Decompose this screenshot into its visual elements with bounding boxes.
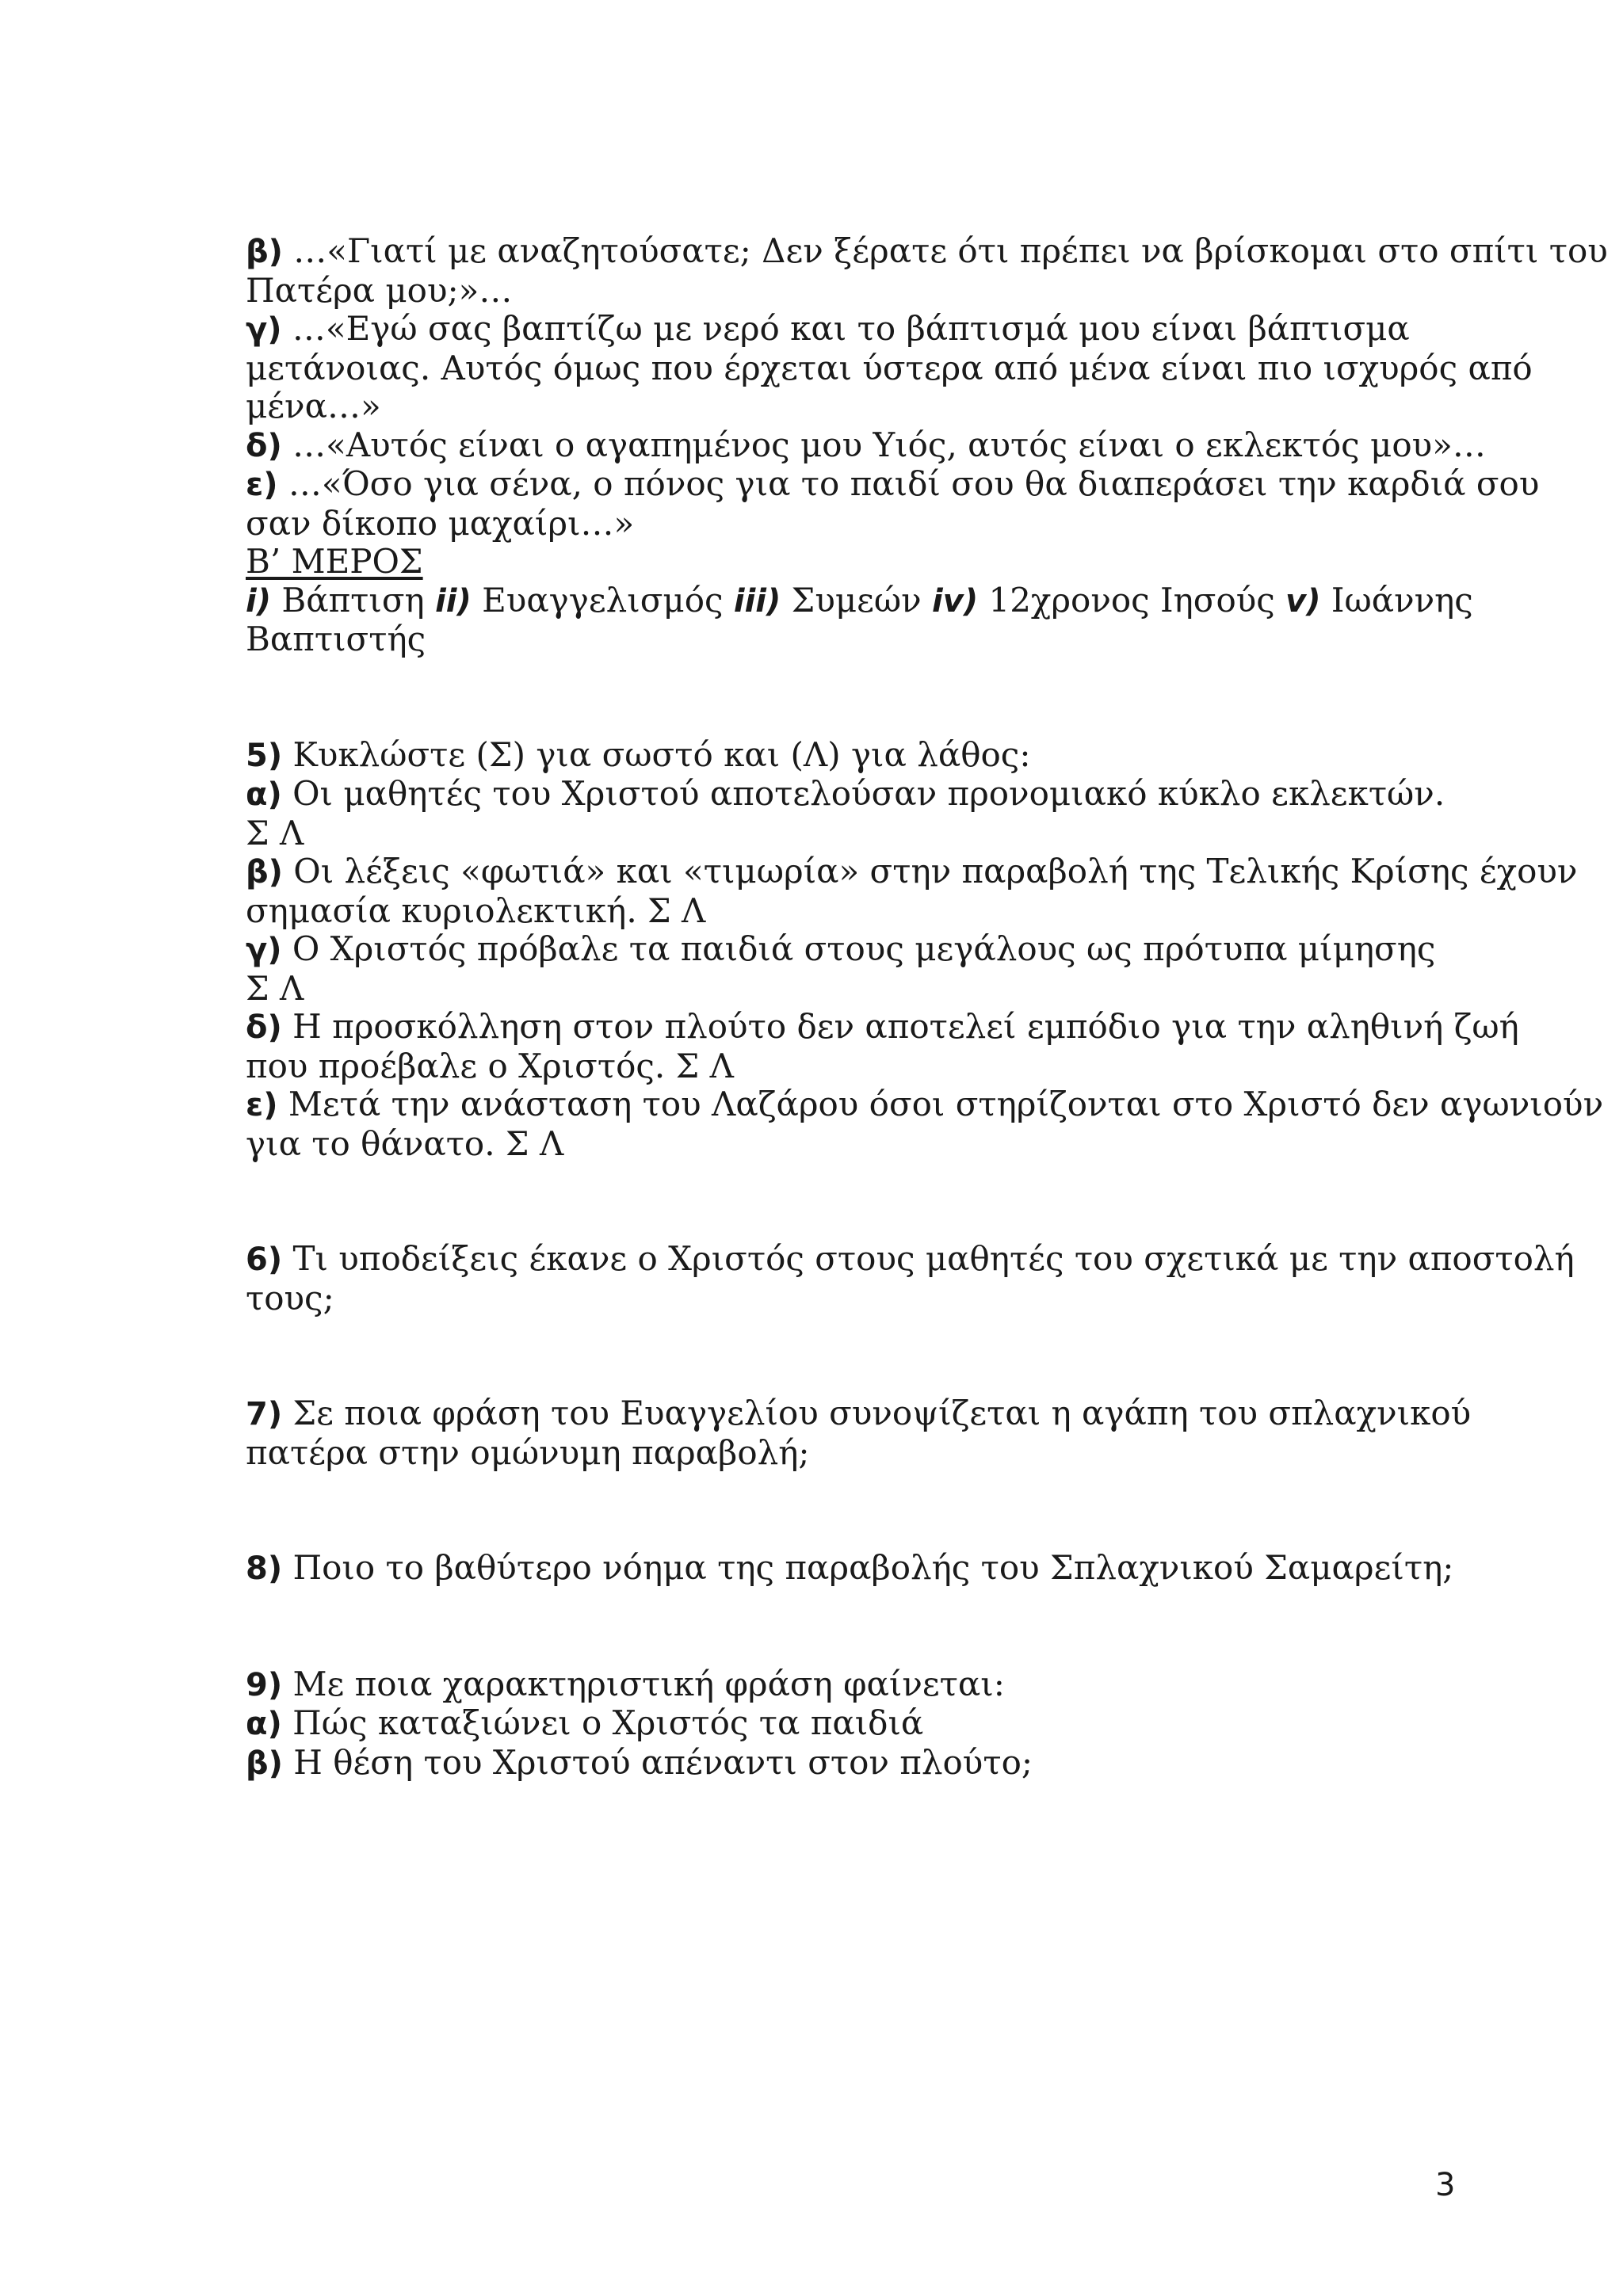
quote-item-delta [246,425,1486,466]
spacer [246,1163,1466,1240]
part-b-answers: i) Βάπτιση ii) Ευαγγελισμός iii) Συμεών iv) 12χρονος Ιησούς v) Ιωάννης [246,580,1473,620]
item-text: σημασία κυριολεκτική. Σ Λ [246,891,706,930]
question-number: 5) [246,737,283,774]
item-text: σαν δίκοπο μαχαίρι…» [246,503,635,543]
item-label: γ) [246,311,282,348]
item-text: που προέβαλε ο Χριστός. Σ Λ [246,1046,734,1085]
question-number: 6) [246,1241,283,1278]
item-text: Η θέση του Χριστού απέναντι στον πλούτο; [282,1742,1033,1782]
spacer [246,1472,1466,1549]
item-text: Πατέρα μου;»… [246,270,513,310]
question-prompt: τους; [246,1278,334,1318]
item-text: …«Αυτός είναι ο αγαπημένος μου Υιός, αυτός είναι ο εκλεκτός μου»… [281,425,1486,464]
question-number: 8) [246,1550,283,1587]
question-7 [246,1394,1472,1472]
item-label: ε) [246,467,278,503]
item-label: α) [246,776,282,813]
true-false-choice: Σ Λ [246,813,304,852]
question-9 [246,1665,1466,1783]
quote-item-beta [246,231,1608,310]
spacer [246,659,1466,736]
quote-item-epsilon [246,464,1540,543]
item-text: Η προσκόλληση στον πλούτο δεν αποτελεί εμπόδιο για την αληθινή ζωή [281,1007,1519,1046]
question-prompt: πατέρα στην ομώνυμη παραβολή; [246,1432,810,1472]
item-text: Οι μαθητές του Χριστού αποτελούσαν προνομιακό κύκλο εκλεκτών. [281,774,1445,813]
item-label: β) [246,1745,283,1782]
question-prompt: Σε ποια φράση του Ευαγγελίου συνοψίζεται η αγάπη του σπλαχνικού [282,1394,1472,1432]
item-label: ε) [246,1087,278,1123]
part-b-answers-cont: Βαπτιστής [246,620,426,658]
item-text: …«Εγώ σας βαπτίζω με νερό και το βάπτισμά μου είναι βάπτισμα [281,309,1410,348]
spacer [246,1589,1466,1665]
question-prompt: Τι υποδείξεις έκανε ο Χριστός στους μαθητές του σχετικά με την αποστολή [282,1239,1575,1278]
item-label: β) [246,854,283,891]
question-6 [246,1239,1575,1318]
item-text: μένα…» [246,387,381,425]
question-prompt: Με ποια χαρακτηριστική φράση φαίνεται: [282,1664,1005,1703]
item-text: μετάνοιας. Αυτός όμως που έρχεται ύστερα από μένα είναι πιο ισχυρός από [246,348,1533,387]
item-label: δ) [246,427,282,464]
question-prompt: Κυκλώστε (Σ) για σωστό και (Λ) για λάθος: [282,734,1031,774]
item-label: δ) [246,1009,282,1046]
item-label: γ) [246,932,282,968]
question-prompt: Ποιο το βαθύτερο νόημα της παραβολής του Σπλαχνικού Σαμαρείτη; [282,1548,1454,1587]
item-text: Πώς καταξιώνει ο Χριστός τα παιδιά [281,1703,924,1742]
page-number: 3 [1435,2167,1456,2203]
question-8 [246,1549,1466,1589]
item-text: …«Γιατί με αναζητούσατε; Δεν ξέρατε ότι πρέπει να βρίσκομαι στο σπίτι του [282,231,1608,270]
question-5 [246,734,1604,1164]
item-text: Οι λέξεις «φωτιά» και «τιμωρία» στην παραβολή της Τελικής Κρίσης έχουν [282,852,1578,891]
item-label: β) [246,234,283,270]
spacer [246,1318,1466,1394]
part-b-heading: Β’ ΜΕΡΟΣ [246,542,423,581]
item-text: για το θάνατο. Σ Λ [246,1123,564,1163]
question-number: 9) [246,1666,283,1703]
quote-item-gamma [246,309,1533,426]
item-text: Ο Χριστός πρόβαλε τα παιδιά στους μεγάλους ως πρότυπα μίμησης [281,929,1436,968]
item-text: Μετά την ανάσταση του Λαζάρου όσοι στηρίζονται στο Χριστό δεν αγωνιούν [277,1085,1604,1123]
part-b-section [246,542,1473,659]
item-label: α) [246,1706,282,1742]
true-false-choice: Σ Λ [246,968,304,1008]
document-page [246,231,1608,1783]
question-number: 7) [246,1396,283,1432]
item-text: …«Όσο για σένα, ο πόνος για το παιδί σου θα διαπεράσει την καρδιά σου [277,464,1540,503]
